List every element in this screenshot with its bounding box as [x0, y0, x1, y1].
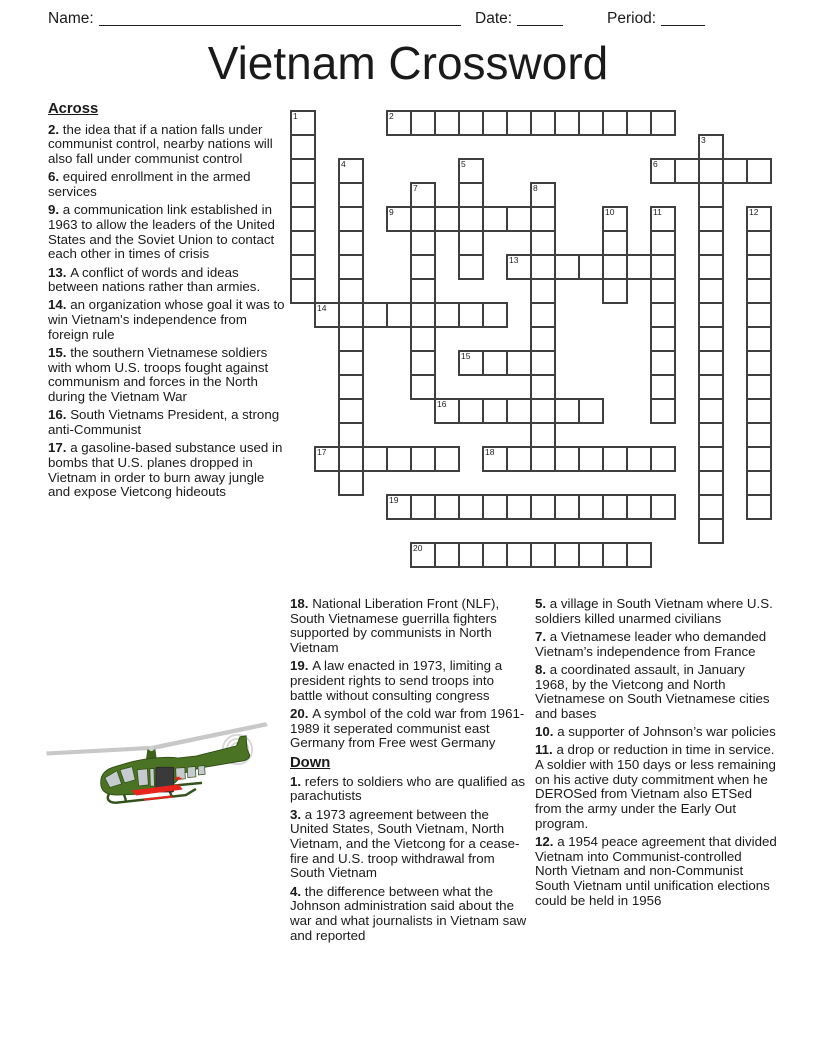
clue-text: the difference between what the Johnson administration said about the war and what journalists in Vietnam saw and reported	[290, 883, 527, 943]
grid-cell[interactable]	[650, 110, 676, 136]
grid-cell[interactable]	[482, 206, 508, 232]
grid-cell[interactable]	[386, 206, 412, 232]
clue-text: equired enrollment in the armed services	[48, 169, 251, 200]
header-date-row	[475, 5, 563, 28]
clue-number: 2.	[48, 121, 63, 137]
grid-cell[interactable]	[530, 422, 556, 448]
grid-cell[interactable]	[506, 494, 532, 520]
grid-cell[interactable]	[746, 374, 772, 400]
clue-item	[290, 597, 530, 656]
grid-cell[interactable]	[602, 542, 628, 568]
header-period-row	[607, 5, 705, 28]
grid-cell[interactable]	[290, 206, 316, 232]
grid-cell[interactable]	[338, 446, 364, 472]
cell-number: 3	[701, 135, 706, 145]
grid-cell[interactable]	[554, 446, 580, 472]
cell-number: 1	[293, 111, 298, 121]
grid-cell[interactable]	[338, 254, 364, 280]
clue-item	[290, 707, 530, 751]
grid-cell[interactable]	[458, 398, 484, 424]
grid-cell[interactable]	[602, 254, 628, 280]
grid-cell[interactable]	[746, 302, 772, 328]
grid-cell[interactable]	[602, 110, 628, 136]
grid-cell[interactable]	[338, 302, 364, 328]
clue-text: A symbol of the cold war from 1961-1989 it seperated communist east Germany from Free west Germany	[290, 705, 525, 751]
cell-number: 4	[341, 159, 346, 169]
grid-cell[interactable]	[530, 302, 556, 328]
cell-number: 19	[389, 495, 399, 505]
grid-cell[interactable]	[290, 158, 316, 184]
grid-cell[interactable]	[626, 254, 652, 280]
grid-cell[interactable]	[602, 446, 628, 472]
across-clues-column	[48, 102, 286, 504]
clue-number: 12.	[535, 834, 558, 850]
grid-cell[interactable]	[458, 254, 484, 280]
grid-cell[interactable]	[386, 302, 412, 328]
clue-item	[535, 835, 777, 909]
grid-cell[interactable]	[578, 494, 604, 520]
grid-cell[interactable]	[338, 230, 364, 256]
cell-number: 9	[389, 207, 394, 217]
grid-cell[interactable]	[410, 446, 436, 472]
clue-item	[535, 725, 777, 740]
section-header-down: Down	[290, 755, 331, 772]
grid-cell[interactable]	[410, 278, 436, 304]
date-label: Date:	[475, 10, 513, 27]
grid-cell[interactable]	[482, 446, 508, 472]
grid-cell[interactable]	[746, 326, 772, 352]
grid-cell[interactable]	[434, 494, 460, 520]
section-header-across: Across	[48, 101, 99, 117]
grid-cell[interactable]	[290, 230, 316, 256]
clue-item	[290, 885, 530, 944]
grid-cell[interactable]	[338, 278, 364, 304]
grid-cell[interactable]	[602, 230, 628, 256]
clue-number: 13.	[48, 264, 71, 280]
cell-number: 18	[485, 447, 495, 457]
grid-cell[interactable]	[530, 494, 556, 520]
cell-number: 20	[413, 543, 423, 553]
grid-cell[interactable]	[530, 350, 556, 376]
grid-cell[interactable]	[650, 374, 676, 400]
clue-text: a village in South Vietnam where U.S. soldiers killed unarmed civilians	[535, 596, 773, 626]
clue-text: South Vietnams President, a strong anti-Communist	[48, 407, 280, 438]
clue-number: 5.	[535, 596, 550, 611]
grid-cell[interactable]	[626, 446, 652, 472]
clue-text: the idea that if a nation falls under communist control, nearby nations will also fall under communist control	[48, 121, 273, 167]
grid-cell[interactable]	[746, 254, 772, 280]
grid-cell[interactable]	[482, 398, 508, 424]
grid-cell[interactable]	[458, 302, 484, 328]
grid-cell[interactable]	[746, 494, 772, 520]
grid-cell[interactable]	[458, 110, 484, 136]
grid-cell[interactable]	[530, 182, 556, 208]
clue-text: an organization whose goal it was to win Vietnam's independence from foreign rule	[48, 297, 285, 342]
cell-number: 5	[461, 159, 466, 169]
grid-cell[interactable]	[338, 326, 364, 352]
grid-cell[interactable]	[650, 446, 676, 472]
grid-cell[interactable]	[746, 158, 772, 184]
clue-number: 16.	[48, 407, 71, 423]
grid-cell[interactable]	[650, 326, 676, 352]
clue-item	[535, 597, 777, 626]
grid-cell[interactable]	[482, 302, 508, 328]
rotor-blade-right	[151, 722, 267, 750]
clue-number: 6.	[48, 169, 63, 185]
period-label: Period:	[607, 10, 657, 27]
clue-text: a coordinated assault, in January 1968, by the Vietcong and North Vietnamese on South Vietnamese cities and bases	[535, 661, 770, 721]
period-blank-line[interactable]	[661, 8, 705, 26]
grid-cell[interactable]	[458, 230, 484, 256]
middle-clues-column	[290, 597, 530, 947]
grid-cell[interactable]	[410, 302, 436, 328]
grid-cell[interactable]	[458, 158, 484, 184]
grid-cell[interactable]	[698, 302, 724, 328]
grid-cell[interactable]	[338, 398, 364, 424]
clue-item	[48, 441, 286, 500]
clue-item	[290, 808, 530, 882]
grid-cell[interactable]	[338, 158, 364, 184]
grid-cell[interactable]	[530, 254, 556, 280]
name-blank-line[interactable]	[99, 8, 461, 26]
clue-number: 15.	[48, 345, 71, 361]
grid-cell[interactable]	[650, 278, 676, 304]
grid-cell[interactable]	[338, 422, 364, 448]
grid-cell[interactable]	[482, 350, 508, 376]
grid-cell[interactable]	[698, 350, 724, 376]
grid-cell[interactable]	[578, 398, 604, 424]
grid-cell[interactable]	[530, 398, 556, 424]
grid-cell[interactable]	[434, 398, 460, 424]
grid-cell[interactable]	[386, 446, 412, 472]
grid-cell[interactable]	[386, 494, 412, 520]
clue-text: refers to soldiers who are qualified as parachutists	[290, 773, 526, 804]
grid-cell[interactable]	[530, 230, 556, 256]
cell-number: 10	[605, 207, 615, 217]
clue-number: 20.	[290, 705, 313, 721]
grid-cell[interactable]	[698, 206, 724, 232]
grid-cell[interactable]	[410, 206, 436, 232]
grid-cell[interactable]	[482, 110, 508, 136]
grid-cell[interactable]	[554, 494, 580, 520]
clue-number: 17.	[48, 440, 71, 456]
name-label: Name:	[48, 10, 94, 27]
grid-cell[interactable]	[746, 350, 772, 376]
cell-number: 16	[437, 399, 447, 409]
grid-cell[interactable]	[698, 494, 724, 520]
clue-number: 19.	[290, 658, 313, 674]
clue-number: 7.	[535, 628, 550, 644]
clue-item	[290, 775, 530, 804]
clue-text: a communication link established in 1963 to allow the leaders of the United States and the Soviet Union to contact each other in times of crisis	[48, 202, 275, 262]
crossword-grid	[290, 110, 772, 568]
cell-number: 14	[317, 303, 327, 313]
grid-cell[interactable]	[650, 206, 676, 232]
date-blank-line[interactable]	[517, 8, 563, 26]
grid-cell[interactable]	[386, 110, 412, 136]
clue-text: a 1954 peace agreement that divided Vietnam into Communist-controlled North Vietnam and non-Communist South Vietnam until unification elections could be held in 1956	[535, 834, 777, 908]
grid-cell[interactable]	[506, 254, 532, 280]
grid-cell[interactable]	[554, 542, 580, 568]
page-title: Vietnam Crossword	[207, 37, 609, 89]
grid-cell[interactable]	[698, 230, 724, 256]
clue-item	[48, 298, 286, 342]
cell-number: 6	[653, 159, 658, 169]
grid-cell[interactable]	[410, 374, 436, 400]
grid-cell[interactable]	[554, 398, 580, 424]
grid-cell[interactable]	[626, 494, 652, 520]
grid-cell[interactable]	[602, 278, 628, 304]
clue-item	[48, 170, 286, 199]
cell-number: 15	[461, 351, 471, 361]
clue-item	[535, 743, 777, 831]
clue-item	[48, 408, 286, 437]
grid-cell[interactable]	[410, 350, 436, 376]
grid-cell[interactable]	[506, 110, 532, 136]
grid-cell[interactable]	[506, 398, 532, 424]
clue-text: a drop or reduction in time in service. A soldier with 150 days or less remaining on his active duty commitment when he DEROSed from Vietnam also ETSed from the army under the Early Out program.	[535, 742, 776, 831]
grid-cell[interactable]	[338, 182, 364, 208]
helicopter-image	[42, 688, 280, 816]
grid-cell[interactable]	[530, 326, 556, 352]
grid-cell[interactable]	[650, 158, 676, 184]
grid-cell[interactable]	[434, 206, 460, 232]
grid-cell[interactable]	[698, 254, 724, 280]
grid-cell[interactable]	[746, 398, 772, 424]
clue-item	[48, 203, 286, 262]
grid-cell[interactable]	[338, 350, 364, 376]
grid-cell[interactable]	[530, 278, 556, 304]
grid-cell[interactable]	[530, 206, 556, 232]
grid-cell[interactable]	[434, 302, 460, 328]
grid-cell[interactable]	[698, 326, 724, 352]
grid-cell[interactable]	[530, 542, 556, 568]
clue-item	[535, 663, 777, 722]
grid-cell[interactable]	[506, 206, 532, 232]
grid-cell[interactable]	[338, 206, 364, 232]
grid-cell[interactable]	[554, 110, 580, 136]
clue-number: 9.	[48, 202, 63, 218]
clue-item	[48, 346, 286, 405]
grid-cell[interactable]	[362, 446, 388, 472]
grid-cell[interactable]	[698, 398, 724, 424]
grid-cell[interactable]	[578, 446, 604, 472]
grid-cell[interactable]	[602, 206, 628, 232]
grid-cell[interactable]	[698, 134, 724, 160]
grid-cell[interactable]	[698, 158, 724, 184]
clue-item	[535, 630, 777, 659]
grid-cell[interactable]	[650, 302, 676, 328]
grid-cell[interactable]	[578, 110, 604, 136]
grid-cell[interactable]	[650, 398, 676, 424]
clue-item	[48, 266, 286, 295]
grid-cell[interactable]	[290, 110, 316, 136]
grid-cell[interactable]	[482, 494, 508, 520]
grid-cell[interactable]	[698, 278, 724, 304]
clue-item	[48, 123, 286, 167]
grid-cell[interactable]	[722, 158, 748, 184]
grid-cell[interactable]	[578, 254, 604, 280]
grid-cell[interactable]	[698, 422, 724, 448]
grid-cell[interactable]	[290, 254, 316, 280]
grid-cell[interactable]	[746, 278, 772, 304]
grid-cell[interactable]	[578, 542, 604, 568]
cell-number: 13	[509, 255, 519, 265]
grid-cell[interactable]	[506, 446, 532, 472]
grid-cell[interactable]	[410, 326, 436, 352]
cell-number: 12	[749, 207, 759, 217]
grid-cell[interactable]	[554, 254, 580, 280]
clue-text: the southern Vietnamese soldiers with whom U.S. troops fought against communism and forces in the North during the Vietnam War	[48, 345, 269, 405]
grid-cell[interactable]	[698, 446, 724, 472]
clue-text: a gasoline-based substance used in bombs that U.S. planes dropped in Vietnam in order to burn away jungle and expose Vietcong hideouts	[48, 440, 283, 500]
cell-number: 11	[653, 207, 662, 217]
grid-cell[interactable]	[458, 494, 484, 520]
grid-cell[interactable]	[410, 542, 436, 568]
grid-cell[interactable]	[506, 350, 532, 376]
grid-cell[interactable]	[650, 350, 676, 376]
grid-cell[interactable]	[746, 470, 772, 496]
grid-cell[interactable]	[698, 518, 724, 544]
grid-cell[interactable]	[602, 494, 628, 520]
clue-number: 4.	[290, 883, 305, 899]
rotor-blade-left	[46, 746, 151, 756]
grid-cell[interactable]	[410, 182, 436, 208]
header-name-row	[48, 5, 461, 28]
grid-cell[interactable]	[482, 542, 508, 568]
grid-cell[interactable]	[362, 302, 388, 328]
grid-cell[interactable]	[338, 374, 364, 400]
grid-cell[interactable]	[290, 182, 316, 208]
clue-number: 3.	[290, 806, 305, 822]
clue-text: A law enacted in 1973, limiting a president rights to send troops into battle without consulting congress	[290, 658, 503, 703]
grid-cell[interactable]	[650, 230, 676, 256]
cell-number: 7	[413, 183, 418, 193]
cell-number: 8	[533, 183, 538, 193]
grid-cell[interactable]	[506, 542, 532, 568]
grid-cell[interactable]	[530, 110, 556, 136]
clue-number: 14.	[48, 297, 71, 313]
clue-text: a supporter of Johnson’s war policies	[557, 724, 776, 740]
grid-cell[interactable]	[410, 230, 436, 256]
grid-cell[interactable]	[746, 446, 772, 472]
grid-cell[interactable]	[290, 134, 316, 160]
clue-number: 18.	[290, 596, 313, 611]
clue-item	[290, 659, 530, 703]
grid-cell[interactable]	[674, 158, 700, 184]
grid-cell[interactable]	[434, 446, 460, 472]
clue-text: a Vietnamese leader who demanded Vietnam’s independence from France	[535, 628, 767, 659]
grid-cell[interactable]	[410, 494, 436, 520]
clue-number: 1.	[290, 773, 305, 789]
clue-text: A conflict of words and ideas between nations rather than armies.	[48, 264, 261, 295]
grid-cell[interactable]	[650, 254, 676, 280]
grid-cell[interactable]	[410, 254, 436, 280]
grid-cell[interactable]	[626, 110, 652, 136]
grid-cell[interactable]	[314, 446, 340, 472]
cell-number: 2	[389, 111, 394, 121]
grid-cell[interactable]	[290, 278, 316, 304]
grid-cell[interactable]	[746, 206, 772, 232]
grid-cell[interactable]	[458, 206, 484, 232]
grid-cell[interactable]	[698, 374, 724, 400]
grid-cell[interactable]	[410, 110, 436, 136]
grid-cell[interactable]	[434, 110, 460, 136]
grid-cell[interactable]	[746, 230, 772, 256]
clue-number: 8.	[535, 661, 550, 677]
grid-cell[interactable]	[746, 422, 772, 448]
clue-number: 11.	[535, 742, 557, 758]
grid-cell[interactable]	[698, 470, 724, 496]
grid-cell[interactable]	[626, 542, 652, 568]
clue-text: National Liberation Front (NLF), South Vietnamese guerrilla fighters supported by communists in North Vietnam	[290, 596, 500, 656]
grid-cell[interactable]	[530, 446, 556, 472]
grid-cell[interactable]	[314, 302, 340, 328]
grid-cell[interactable]	[458, 350, 484, 376]
clue-number: 10.	[535, 724, 558, 740]
grid-cell[interactable]	[434, 542, 460, 568]
grid-cell[interactable]	[698, 182, 724, 208]
grid-cell[interactable]	[458, 542, 484, 568]
grid-cell[interactable]	[650, 494, 676, 520]
grid-cell[interactable]	[458, 182, 484, 208]
cabin-windows	[176, 766, 205, 780]
cell-number: 17	[317, 447, 327, 457]
clue-text: a 1973 agreement between the United States, South Vietnam, North Vietnam, and the Vietcong for a cease-fire and U.S. troop withdrawal from South Vietnam	[290, 806, 520, 881]
grid-cell[interactable]	[530, 374, 556, 400]
grid-cell[interactable]	[338, 470, 364, 496]
right-clues-column	[535, 597, 777, 912]
